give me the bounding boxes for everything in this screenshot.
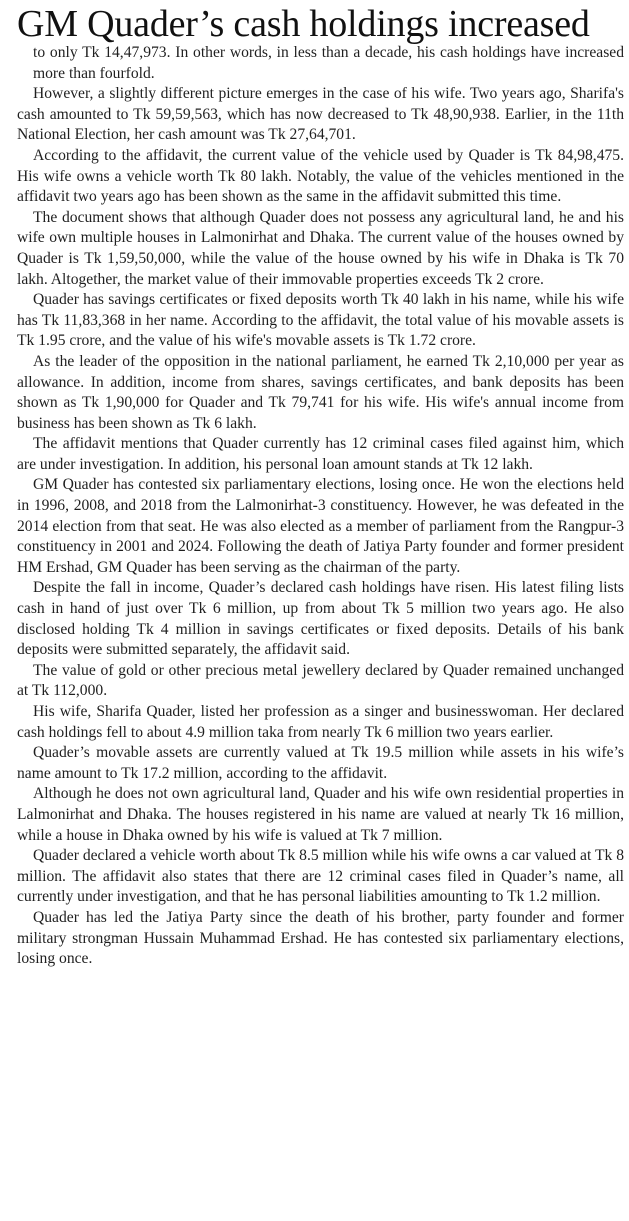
paragraph: As the leader of the opposition in the national parliament, he earned Tk 2,10,000 per year as allowance. In addition, income from shares, savings certificates, and bank deposits has been shown as Tk 1,90,000 for Quader and Tk 79,741 for his wife. His wife's annual income from business has been shown as Tk 6 lakh. — [17, 352, 624, 432]
paragraph: According to the affidavit, the current value of the vehicle used by Quader is Tk 84,98,475. His wife owns a vehicle worth Tk 80 lakh. Notably, the value of the vehicles mentioned in the affidavit two years ago has been shown as the same in the affidavit submitted this time. — [17, 146, 624, 206]
paragraph: Despite the fall in income, Quader’s declared cash holdings have risen. His latest filing lists cash in hand of just over Tk 6 million, up from about Tk 5 million two years ago. He also disclosed holding Tk 4 million in savings certificates or fixed deposits. Details of his bank deposits were submitted separately, the affidavit said. — [17, 579, 624, 659]
article-body — [17, 43, 624, 970]
paragraph: The document shows that although Quader does not possess any agricultural land, he and his wife own multiple houses in Lalmonirhat and Dhaka. The current value of the houses owned by Quader is Tk 1,59,50,000, while the value of the house owned by his wife in Dhaka is Tk 70 lakh. Altogether, the market value of their immovable properties exceeds Tk 2 crore. — [17, 208, 624, 288]
paragraph: Quader has savings certificates or fixed deposits worth Tk 40 lakh in his name, while his wife has Tk 11,83,368 in her name. According to the affidavit, the total value of his movable assets is Tk 1.95 crore, and the value of his wife's movable assets is Tk 1.72 crore. — [17, 291, 624, 350]
paragraph: Quader has led the Jatiya Party since the death of his brother, party founder and former military strongman Hussain Muhammad Ershad. He has contested six parliamentary elections, losing once. — [17, 908, 624, 968]
paragraph: His wife, Sharifa Quader, listed her profession as a singer and businesswoman. Her declared cash holdings fell to about 4.9 million taka from nearly Tk 6 million two years earlier. — [17, 703, 624, 741]
paragraph: Quader declared a vehicle worth about Tk 8.5 million while his wife owns a car valued at Tk 8 million. The affidavit also states that there are 12 criminal cases filed in Quader’s name, all currently under investigation, and that he has personal liabilities amounting to Tk 1.2 million. — [17, 847, 624, 906]
paragraph: Quader’s movable assets are currently valued at Tk 19.5 million while assets in his wife’s name amount to Tk 17.2 million, according to the affidavit. — [17, 744, 624, 782]
paragraph: However, a slightly different picture emerges in the case of his wife. Two years ago, Sharifa's cash amounted to Tk 59,59,563, which has now decreased to Tk 48,90,938. Earlier, in the 11th National Election, her cash amount was Tk 27,64,701. — [17, 85, 624, 144]
paragraph: The value of gold or other precious metal jewellery declared by Quader remained unchanged at Tk 112,000. — [17, 661, 624, 700]
paragraph: The affidavit mentions that Quader currently has 12 criminal cases filed against him, which are under investigation. In addition, his personal loan amount stands at Tk 12 lakh. — [17, 435, 624, 473]
paragraph: GM Quader has contested six parliamentary elections, losing once. He won the elections held in 1996, 2008, and 2018 from the Lalmonirhat-3 constituency. However, he was defeated in the 2014 election from that seat. He was also elected as a member of parliament from the Rangpur-3 constituency in 2001 and 2024. Following the death of Jatiya Party founder and former president HM Ershad, GM Quader has been serving as the chairman of the party. — [17, 476, 624, 576]
paragraph: to only Tk 14,47,973. In other words, in less than a decade, his cash holdings have increased more than fourfold. — [33, 44, 624, 82]
paragraph: Although he does not own agricultural land, Quader and his wife own residential properties in Lalmonirhat and Dhaka. The houses registered in his name are valued at nearly Tk 16 million, while a house in Dhaka owned by his wife is valued at Tk 7 million. — [17, 785, 624, 844]
headline: GM Quader’s cash holdings increased — [17, 3, 590, 45]
